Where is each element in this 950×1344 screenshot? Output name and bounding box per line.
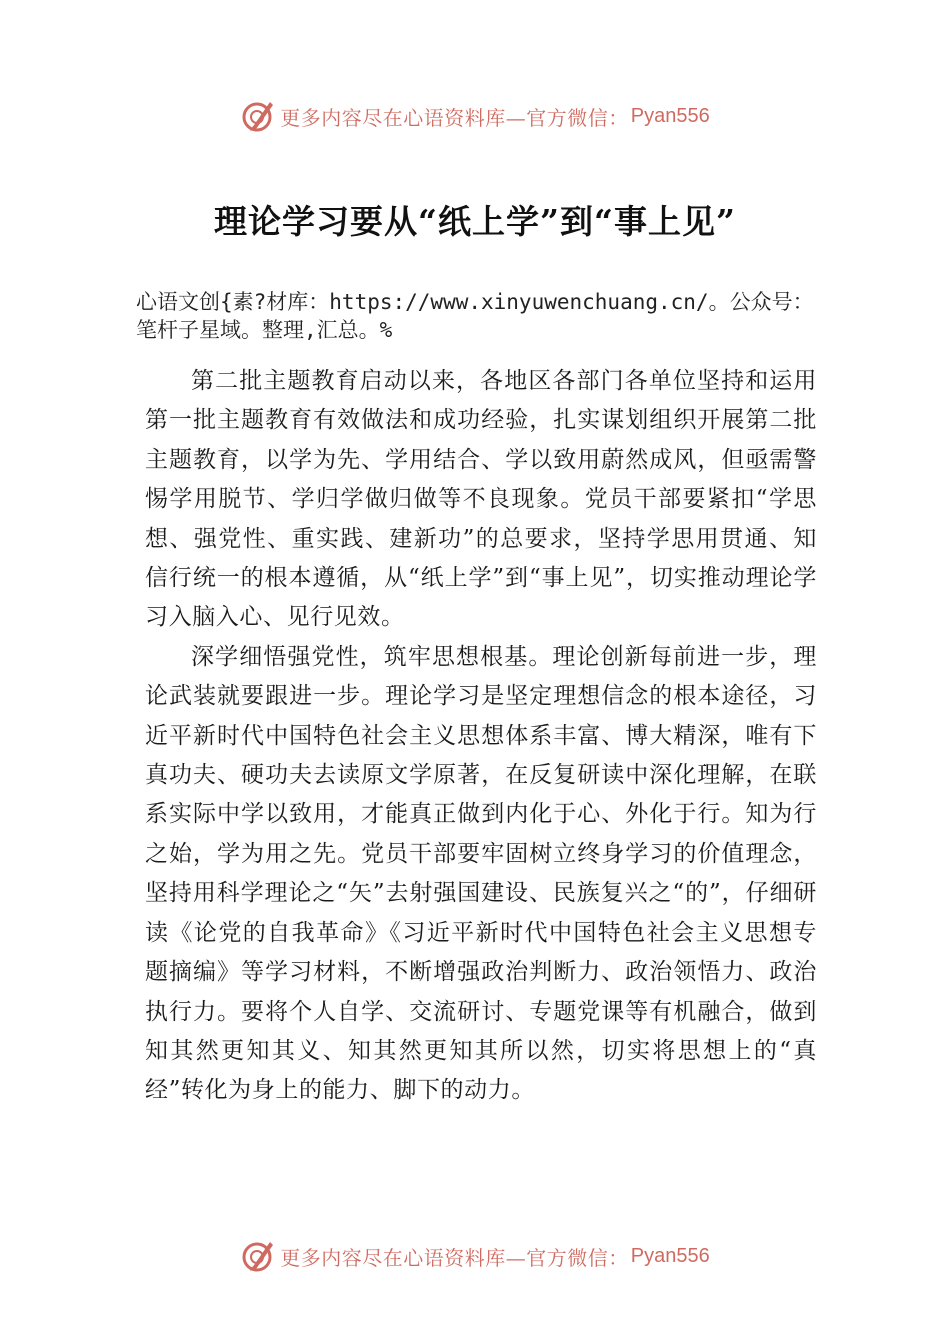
footer-watermark-text: 更多内容尽在心语资料库—官方微信： — [280, 1245, 629, 1270]
header-watermark-text: 更多内容尽在心语资料库—官方微信： — [280, 105, 629, 130]
header-watermark — [0, 96, 950, 136]
quill-pen-logo-icon — [240, 1238, 276, 1274]
footer-watermark-id: Pyan556 — [630, 1244, 710, 1267]
footer-watermark — [0, 1236, 950, 1276]
paragraph-2: 深学细悟强党性，筑牢思想根基。理论创新每前进一步，理论武装就要跟进一步。理论学习是坚定理想信念的根本途径，习近平新时代中国特色社会主义思想体系丰富、博大精深，唯有下真功夫、硬功夫去读原文学原著，在反复研读中深化理解，在联系实际中学以致用，才能真正做到内化于心、外化于行。知为行之始，学为用之先。党员干部要牢固树立终身学习的价值理念，坚持用科学理论之“矢”去射强国建设、民族复兴之“的”，仔细研读《论党的自我革命》《习近平新时代中国特色社会主义思想专题摘编》等学习材料，不断增强政治判断力、政治领悟力、政治执行力。要将个人自学、交流研讨、专题党课等有机融合，做到知其然更知其义、知其然更知其所以然，切实将思想上的“真经”转化为身上的能力、脚下的动力。 — [145, 643, 817, 1104]
quill-pen-logo-icon — [240, 98, 276, 134]
header-watermark-id: Pyan556 — [630, 104, 710, 127]
source-line: 心语文创{素?材库：https://www.xinyuwenchuang.cn/。公众号：笔杆子星域。整理,汇总。% — [136, 290, 814, 342]
document-body — [145, 362, 817, 1111]
paragraph-1: 第二批主题教育启动以来，各地区各部门各单位坚持和运用第一批主题教育有效做法和成功经验，扎实谋划组织开展第二批主题教育，以学为先、学用结合、学以致用蔚然成风，但亟需警惕学用脱节、学归学做归做等不良现象。党员干部要紧扣“学思想、强党性、重实践、建新功”的总要求，坚持学思用贯通、知信行统一的根本遵循，从“纸上学”到“事上见”，切实推动理论学习入脑入心、见行见效。 — [145, 368, 817, 631]
document-title: 理论学习要从“纸上学”到“事上见” — [214, 202, 736, 241]
